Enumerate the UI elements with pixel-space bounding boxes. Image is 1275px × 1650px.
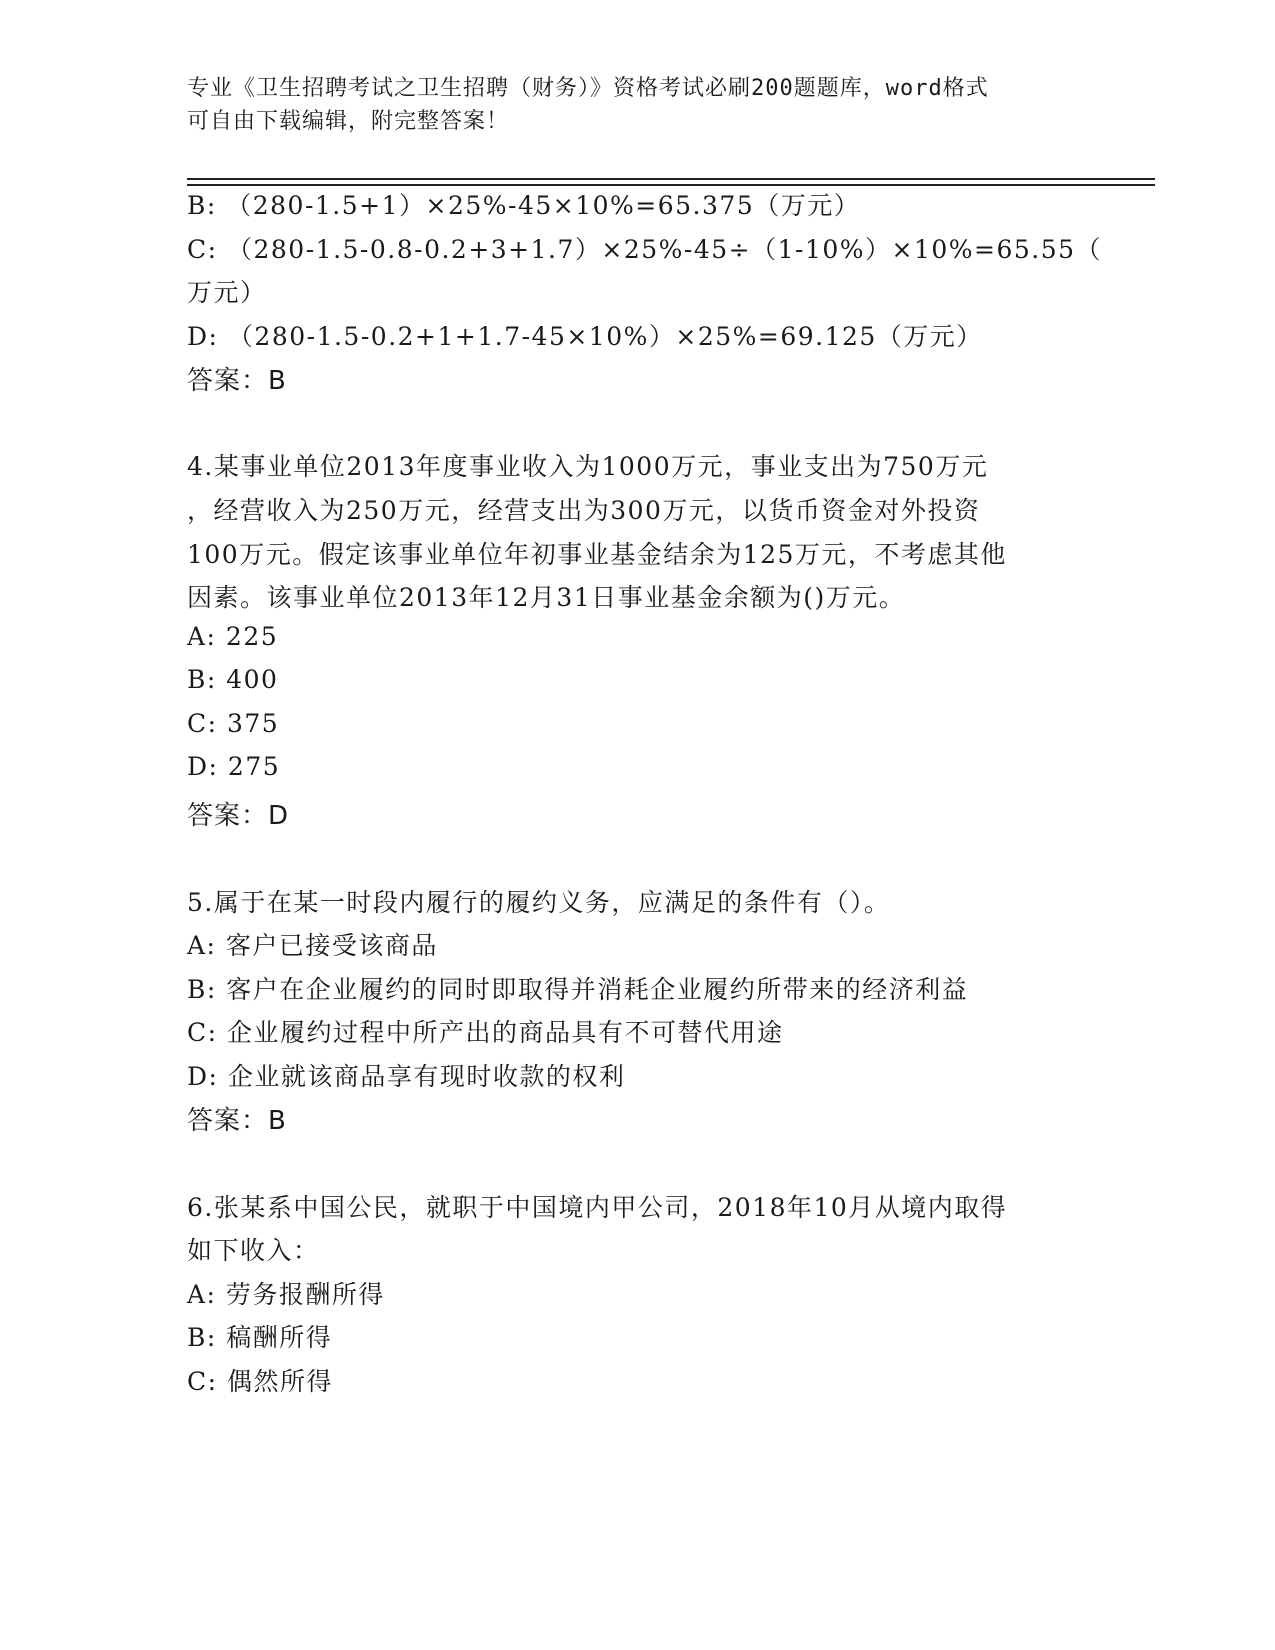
q4-stem-line-2: ，经营收入为250万元，经营支出为300万元，以货币资金对外投资 — [187, 496, 981, 525]
q4-option-a: A: 225 — [187, 622, 279, 651]
q4-stem-line-4: 因素。该事业单位2013年12月31日事业基金余额为()万元。 — [187, 583, 906, 612]
prev-option-b: B: （280-1.5+1）×25%-45×10%=65.375（万元） — [187, 191, 861, 220]
document-header — [187, 72, 1067, 138]
q6-option-b: B: 稿酬所得 — [187, 1323, 333, 1352]
q5-option-d: D: 企业就该商品享有现时收款的权利 — [187, 1062, 626, 1091]
q4-stem-line-3: 100万元。假定该事业单位年初事业基金结余为125万元，不考虑其他 — [187, 540, 1007, 569]
q5-option-c: C: 企业履约过程中所产出的商品具有不可替代用途 — [187, 1018, 784, 1047]
prev-option-c: C: （280-1.5-0.8-0.2+3+1.7）×25%-45÷（1-10%）×10%=65.55（ — [187, 235, 1103, 264]
prev-option-c-continued: 万元） — [187, 278, 267, 307]
header-title-line-1: 专业《卫生招聘考试之卫生招聘（财务）》资格考试必刷200题题库，word格式 — [187, 76, 989, 101]
q4-option-c: C: 375 — [187, 709, 280, 738]
prev-answer: 答案：B — [187, 366, 287, 396]
header-title-line-2: 可自由下载编辑，附完整答案！ — [187, 109, 510, 134]
q5-answer: 答案：B — [187, 1106, 287, 1136]
q6-stem-line-1: 6.张某系中国公民，就职于中国境内甲公司，2018年10月从境内取得 — [187, 1193, 1008, 1222]
q5-option-a: A: 客户已接受该商品 — [187, 931, 438, 960]
q4-option-d: D: 275 — [187, 752, 281, 781]
q6-option-c: C: 偶然所得 — [187, 1367, 333, 1396]
q5-option-b: B: 客户在企业履约的同时即取得并消耗企业履约所带来的经济利益 — [187, 975, 969, 1004]
q4-stem-line-1: 4.某事业单位2013年度事业收入为1000万元，事业支出为750万元 — [187, 452, 989, 481]
prev-option-d: D: （280-1.5-0.2+1+1.7-45×10%）×25%=69.125（万元） — [187, 322, 983, 351]
q6-stem-line-2: 如下收入： — [187, 1236, 320, 1265]
q6-option-a: A: 劳务报酬所得 — [187, 1280, 385, 1309]
q5-stem-line-1: 5.属于在某一时段内履行的履约义务，应满足的条件有（）。 — [187, 888, 891, 917]
q4-option-b: B: 400 — [187, 665, 279, 694]
header-divider-top — [187, 178, 1155, 180]
q4-answer: 答案：D — [187, 801, 290, 831]
